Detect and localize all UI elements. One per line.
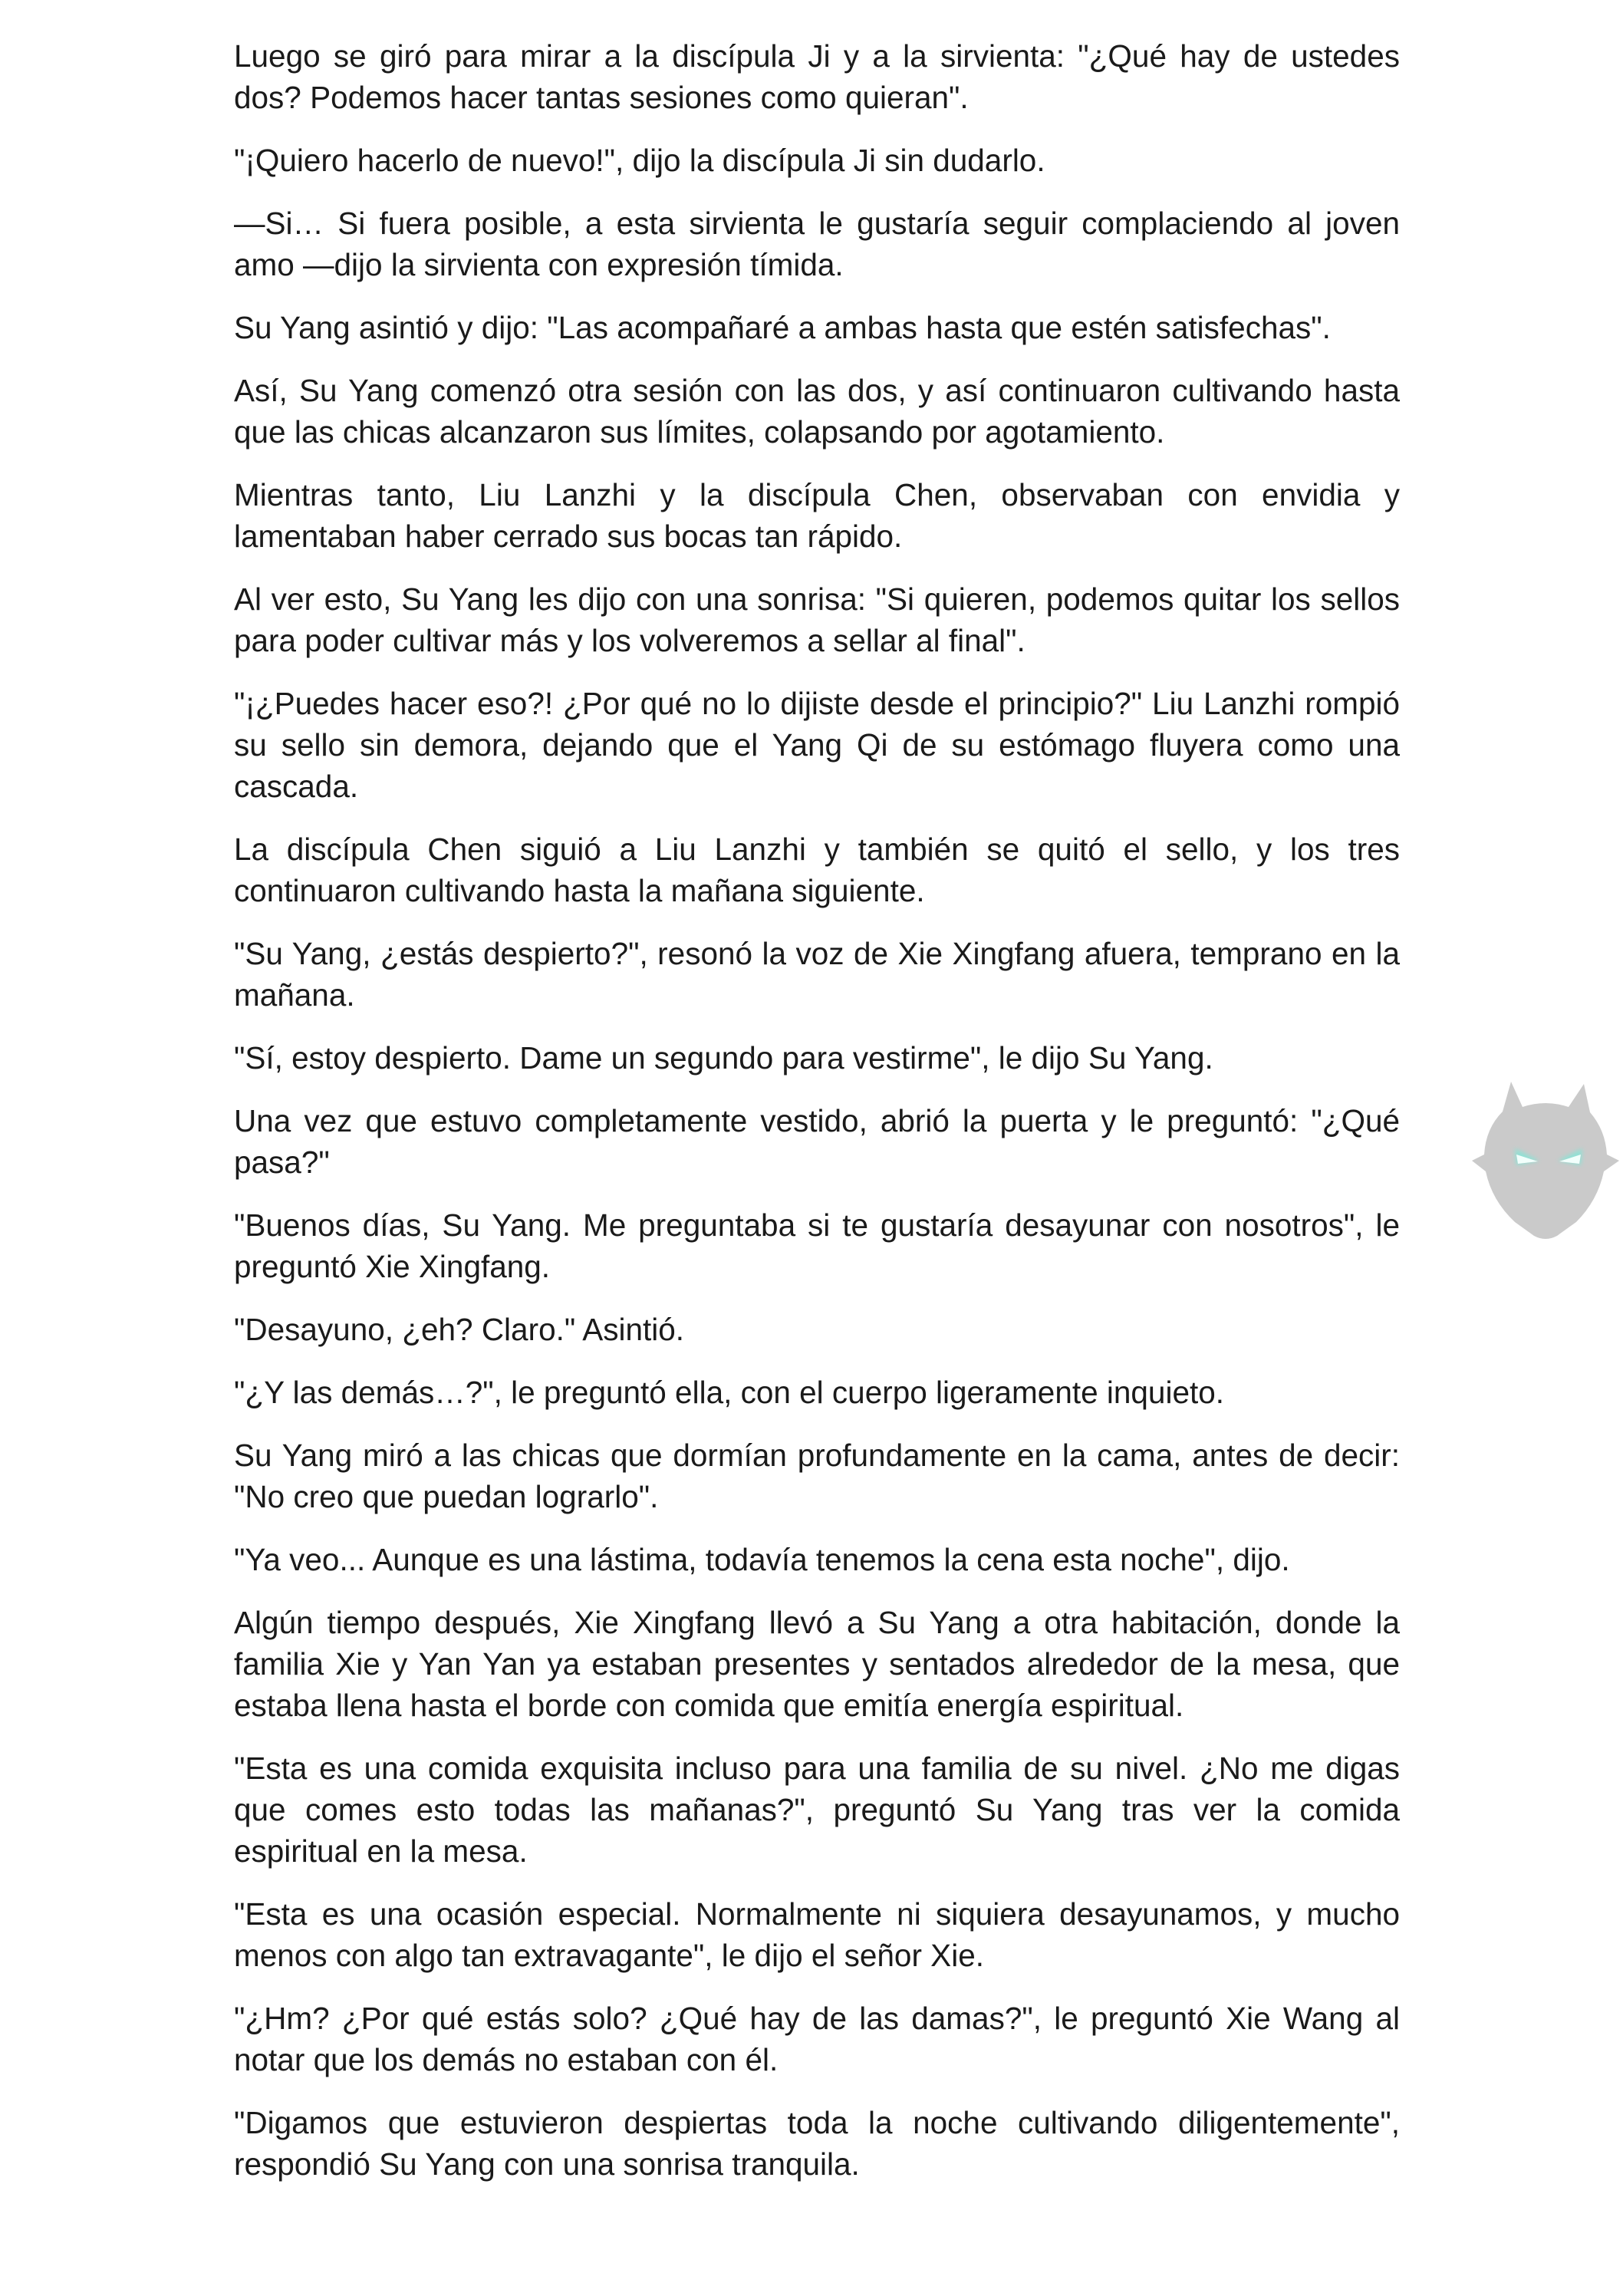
paragraph: "Buenos días, Su Yang. Me preguntaba si te gustaría desayunar con nosotros", le preguntó Xie Xingfang. [234, 1207, 1400, 1284]
paragraph: "Su Yang, ¿estás despierto?", resonó la voz de Xie Xingfang afuera, temprano en la mañana. [234, 936, 1400, 1013]
paragraph: La discípula Chen siguió a Liu Lanzhi y también se quitó el sello, y los tres continuaron cultivando hasta la mañana siguiente. [234, 832, 1400, 908]
paragraph: "¿Hm? ¿Por qué estás solo? ¿Qué hay de las damas?", le preguntó Xie Wang al notar que los demás no estaban con él. [234, 2001, 1400, 2077]
paragraph: "¡Quiero hacerlo de nuevo!", dijo la discípula Ji sin dudarlo. [234, 143, 1045, 178]
document-body [234, 35, 1400, 2206]
paragraph: "Digamos que estuvieron despiertas toda la noche cultivando diligentemente", respondió Su Yang con una sonrisa tranquila. [234, 2105, 1400, 2182]
paragraph: —Si… Si fuera posible, a esta sirvienta le gustaría seguir complaciendo al joven amo —dijo la sirvienta con expresión tímida. [234, 206, 1400, 282]
paragraph: Una vez que estuvo completamente vestido, abrió la puerta y le preguntó: "¿Qué pasa?" [234, 1103, 1400, 1180]
paragraph: Así, Su Yang comenzó otra sesión con las dos, y así continuaron cultivando hasta que las chicas alcanzaron sus límites, colapsando por agotamiento. [234, 373, 1400, 450]
paragraph: "Esta es una ocasión especial. Normalmente ni siquiera desayunamos, y mucho menos con algo tan extravagante", le dijo el señor Xie. [234, 1896, 1400, 1973]
paragraph: "¿Y las demás…?", le preguntó ella, con el cuerpo ligeramente inquieto. [234, 1375, 1224, 1410]
paragraph: Su Yang miró a las chicas que dormían profundamente en la cama, antes de decir: "No creo que puedan lograrlo". [234, 1438, 1400, 1514]
paragraph: "Sí, estoy despierto. Dame un segundo para vestirme", le dijo Su Yang. [234, 1040, 1213, 1076]
paragraph: Mientras tanto, Liu Lanzhi y la discípula Chen, observaban con envidia y lamentaban haber cerrado sus bocas tan rápido. [234, 477, 1400, 554]
paragraph: Luego se giró para mirar a la discípula Ji y a la sirvienta: "¿Qué hay de ustedes dos? Podemos hacer tantas sesiones como quieran". [234, 38, 1400, 115]
paragraph: "Desayuno, ¿eh? Claro." Asintió. [234, 1312, 685, 1347]
paragraph: "Esta es una comida exquisita incluso para una familia de su nivel. ¿No me digas que comes esto todas las mañanas?", preguntó Su Yang tras ver la comida espiritual en la mesa. [234, 1751, 1400, 1869]
demon-head-icon [1469, 1078, 1622, 1243]
paragraph: Su Yang asintió y dijo: "Las acompañaré a ambas hasta que estén satisfechas". [234, 310, 1331, 345]
paragraph: "Ya veo... Aunque es una lástima, todavía tenemos la cena esta noche", dijo. [234, 1542, 1290, 1577]
paragraph: Algún tiempo después, Xie Xingfang llevó a Su Yang a otra habitación, donde la familia Xie y Yan Yan ya estaban presentes y sentados alrededor de la mesa, que estaba llena hasta el borde con comida que emitía energía espiritual. [234, 1605, 1400, 1723]
paragraph: Al ver esto, Su Yang les dijo con una sonrisa: "Si quieren, podemos quitar los sellos para poder cultivar más y los volveremos a sellar al final". [234, 581, 1400, 658]
paragraph: "¡¿Puedes hacer eso?! ¿Por qué no lo dijiste desde el principio?" Liu Lanzhi rompió su sello sin demora, dejando que el Yang Qi de su estómago fluyera como una cascada. [234, 686, 1400, 804]
demon-head-shape [1472, 1082, 1619, 1239]
